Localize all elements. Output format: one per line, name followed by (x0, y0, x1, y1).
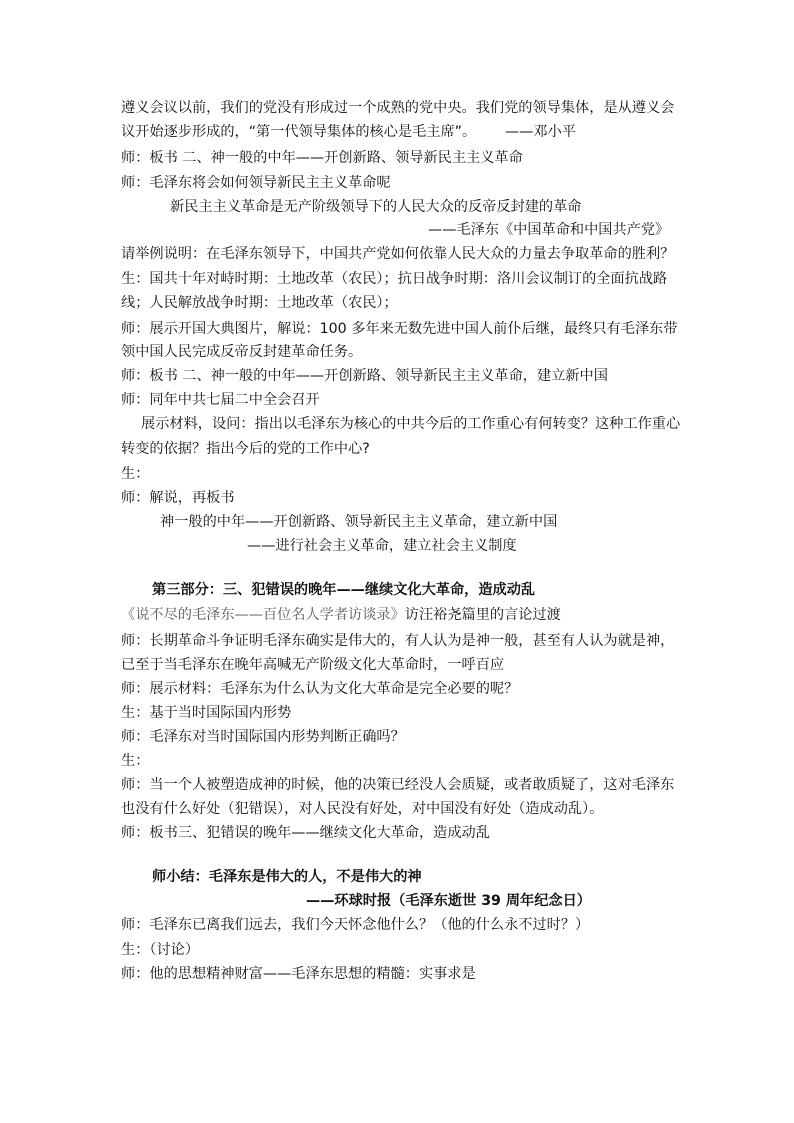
paragraph-line: 领中国人民完成反帝反封建革命任务。 (121, 344, 363, 360)
paragraph-line: 议开始逐步形成的，“第一代领导集体的核心是毛主席”。 (121, 124, 477, 140)
paragraph-line: 生：国共十年对峙时期：土地改革（农民）；抗日战争时期：洛川会议制订的全面抗战路 (121, 271, 668, 287)
paragraph-line: 师：展示开国大典图片，解说：100 多年来无数先进中国人前仆后继，最终只有毛泽东带 (121, 321, 678, 337)
summary-heading: 师小结：毛泽东是伟大的人，不是伟大的神 (152, 869, 422, 885)
book-title: 《说不尽的毛泽东——百位名人学者访谈录》 (121, 607, 405, 623)
paragraph-line: 转变的依据？指出今后的党的工作中心? (121, 441, 370, 457)
paragraph-line: 师：当一个人被塑造成神的时候，他的决策已经没人会质疑，或者敢质疑了，这对毛泽东 (121, 777, 675, 793)
board-writing-line: 神一般的中年——开创新路、领导新民主主义革命，建立新中国 (160, 514, 558, 530)
paragraph-line (121, 606, 561, 624)
paragraph-line: 师：板书 二、神一般的中年——开创新路、领导新民主主义革命 (121, 150, 523, 166)
quote-attribution: ——毛泽东《中国革命和中国共产党》 (428, 222, 670, 238)
paragraph-line: 展示材料，设问：指出以毛泽东为核心的中共今后的工作重心有何转变？这种工作重心 (141, 416, 681, 432)
paragraph-line: 师：板书三、犯错误的晚年——继续文化大革命，造成动乱 (121, 825, 490, 841)
paragraph-line: 师：展示材料：毛泽东为什么认为文化大革命是完全必要的呢？ (121, 681, 519, 697)
quote-attribution: ——邓小平 (505, 124, 576, 140)
paragraph-line: 线；人民解放战争时期：土地改革（农民）； (121, 295, 398, 311)
paragraph-line: 已至于当毛泽东在晚年高喊无产阶级文化大革命时，一呼百应 (121, 657, 505, 673)
paragraph-line: 生：基于当时国际国内形势 (121, 705, 292, 721)
paragraph-text: 访汪裕尧篇里的言论过渡 (404, 607, 561, 623)
paragraph-line: 遵义会议以前，我们的党没有形成过一个成熟的党中央。我们党的领导集体，是从遵义会 (121, 100, 675, 116)
quote-line: 新民主主义革命是无产阶级领导下的人民大众的反帝反封建的革命 (170, 199, 582, 215)
paragraph-line: 师：毛泽东对当时国际国内形势判断正确吗？ (121, 729, 405, 745)
paragraph-line: 请举例说明：在毛泽东领导下，中国共产党如何依靠人民大众的力量去争取革命的胜利？ (121, 246, 675, 262)
paragraph-line: 师：板书 二、神一般的中年——开创新路、领导新民主主义革命，建立新中国 (121, 368, 608, 384)
paragraph-line: 师：同年中共七届二中全会召开 (121, 392, 320, 408)
paragraph-line: 生： (121, 753, 150, 769)
paragraph-line: 生： (121, 466, 150, 482)
paragraph-line: 也没有什么好处（犯错误），对人民没有好处，对中国没有好处（造成动乱）。 (121, 801, 604, 817)
section-heading: 第三部分：三、犯错误的晚年——继续文化大革命，造成动乱 (152, 582, 536, 598)
paragraph-line: 生：（讨论） (121, 942, 200, 958)
summary-attribution: ——环球时报（毛泽东逝世 39 周年纪念日） (306, 893, 591, 909)
paragraph-line: 师：他的思想精神财富——毛泽东思想的精髓：实事求是 (121, 966, 476, 982)
paragraph-line: 师：毛泽东将会如何领导新民主主义革命呢 (121, 175, 391, 191)
board-writing-line: ——进行社会主义革命，建立社会主义制度 (247, 538, 517, 554)
paragraph-line: 师：解说，再板书 (121, 490, 235, 506)
paragraph-line: 师：长期革命斗争证明毛泽东确实是伟大的，有人认为是神一般，甚至有人认为就是神， (121, 633, 675, 649)
paragraph-line: 师：毛泽东已离我们远去，我们今天怀念他什么？（他的什么永不过时？） (121, 917, 590, 933)
